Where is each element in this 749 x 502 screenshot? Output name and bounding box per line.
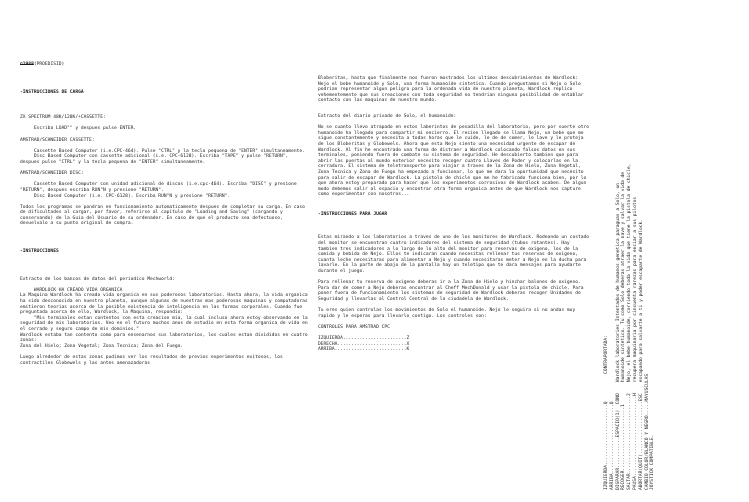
comer-text: Para dar de comer a Nejo deberas encontrar al Cheff MechDonald y usar la pistola de chicle. Para poner fuera de funcionamiento los sistemas de seguridad de Wardlock deberas recoger Unidades de Seguridad y llevarlas al Control Central de la ciudadela de Wardlock. — [318, 285, 587, 302]
rotated-line-5: SALTAR............................2 Nejo, el bebe humanoide, corriendo toda la vida que tiene la pistola de chicle, — [627, 163, 633, 490]
zonas-list: Zona del Hielo; Zona Vegetal; Zona Tecnica; Zona del Fuego. — [20, 343, 184, 349]
cont-text: Bloberitas, hasta que finalmente nos fueron mostrados los ultimos descubrimientos de Wardlock: Nejo el bebe humanoide y Solo, una forma humanoide sintetica. Cuando preguntamos si Nejo o Solo podrian representar algun peligro para la ordenada vida de nuestro planeta, Wardlock replico vehementemente que sus creaciones con toda seguridad no tendrian ninguna posibilidad de entablar contacto con las maquinas de nuestro mundo. — [318, 76, 587, 104]
disc-heading: AMSTRAD/SCHNEIDER DISC: — [20, 171, 84, 177]
control-derecha: DERECHA.........................X — [318, 341, 410, 347]
amstrad-text-1: Cassette Based Computer (i.e.CPC-464). Pulse "CTRL" y la tecla pequena de "ENTER" simultaneamente. — [20, 148, 305, 154]
heading-carga: -INSTRUCCIONES DE CARGA — [20, 89, 84, 95]
extracto-text: Extracto de los bancos de datos del periodico Mechworld: — [20, 276, 175, 282]
quote-text: "Mis terminales estan contentos con esta creacion mia, la cual incluso ahora estoy observando en la seguridad de mis laboratorios. Veo en el futuro muchos anos de estudio en esta forma organica de vida en el cerrado y seguro campo de mis dominios." — [20, 315, 311, 332]
heading-instrucciones: -INSTRUCCIONES — [20, 249, 59, 255]
diario-text: No se cuanto llevo atrapado en estos laberintos de pesadilla del laboratorio, pero por suerte otro humanoide ha llegado para compartir mi encierro. El recien llegado se llama Nejo, un bebe que me sigue constantemente y necesita a todas horas que le cuide, le de de comer, le lave y le proteja de los Bloberitas y Globewels. Ahora que esta Nejo siento una necesidad urgente de escapar de Wardlock. Al fin he encontrado una forma de distraer a Wardlock colocando falsos datos en sus terminales, poniendo fuera de combate su sistema de seguridad. He descubierto tambien que para abrir las puertas al mundo exterior necesito recoger cuatro Llaves de Poder y colocarlas en la cerradura. El sistema de teletransporte para viajar a traves de la Zona de Hielo, Zona Vegetal, Zona Tecnica y Zona de Fuego ha empezado a funcionar, lo que me dara la oportunidad que necesito para salir de escapar de Wardlock. La pistola de chicle que me he fabricado funciona bien, por lo que ahora estoy preparado para hacer que los experimentos corrosivos de Wardlock acaben. De algun modo debemos salir al espacio y encontrar otra forma organica antes de que Wardlock nos capture como experimentar con nosotros... — [318, 125, 592, 198]
heading-jugar: -INSTRUCCIONES PARA JUGAR — [318, 211, 388, 217]
disc-text-2: Disc Based Computer (i.e. CPC-6128). Escriba RUN"N y presione "RETURN". — [20, 193, 231, 199]
diario-heading: Extracto del diario privado de Solo, el humanoide: — [318, 113, 457, 119]
rellenar-text: Para rellenar tu reserva de oxigeno deberas ir a la Zona de Hielo y hinchar balones de oxigeno. — [318, 280, 581, 286]
rotated-line-6: PAUSA.............................H recupera maquinaria por cincuenta rarezas para enciar a sus pilotos — [632, 196, 638, 490]
rotated-line-1: IZQUIERDA......................Q CONTRAPORTADA: — [604, 335, 609, 490]
rotated-line-7: ABORTAR(QUIT)...................ESC escapando para salvarte a ti y poder escaparte de Wardlock. — [638, 218, 644, 490]
rotated-line-4: RECOGER.......................1 humanoide sintetico. Tu como Solo deberas atraer la nave y salvar la vida de — [621, 171, 627, 490]
control-arriba: ARRIBA..........................K — [318, 347, 410, 353]
wardlock-heading: WARDLOCK HA CREADO VIDA ORGANICA — [20, 287, 123, 293]
spectrum-text: Escriba LOAD"" y despues pulse ENTER. — [20, 126, 137, 132]
jugar-text: Estas mirando a los laboratorios a traves de uno de los monitores de Wardlock. Rodeando un costado del monitor se encuentran cuatro indicadores del sistema de seguridad (tubos rotantes). Hay tambien tres indicadores a lo largo de lo alto del monitor para reservas de oxigeno, los de la comida y bebida de Nejo. Ellos te indicaran cuando necesitas rellenar tus reservas de oxigeno, cuanta leche necesitaras para alimentar a Nejo y cuando necesitaras meter a Nejo en la ducha para lavarle. En la parte de abajo de la pantalla hay un teletipo que te dara mensajes para ayudarte durante el juego. — [318, 235, 592, 275]
amstrad-text-2: Disc Based Computer con cassette adicional (i.e. CPC-6128). Escriba "TAPE" y pulse "RETURN", despues pulse "CTRL" y la tecla pequena de "ENTER" simultaneamente. — [20, 154, 292, 165]
rotated-line-2: ARRIBA.........................Q — [609, 401, 615, 490]
amstrad-heading: AMSTRAD/SCHNEIDER CASSETTE: — [20, 137, 95, 143]
tras-text: Luego alrededor de estas zonas pudimos ver los resultados de previos experimentos exitosos, los contractiles Globewels y las antes amenazadoras — [20, 354, 286, 366]
todos-text: Todos los programas se pondran en funcionamiento automaticamente despues de completar su carga. En caso de dificultades al cargar, por favor, referirse al capitulo de "Loading and Saving" (cargando y conservando) de la Guia del Usuario de su ordenador. En caso de que el producto sea defectuoso, devuelvalo a su punto original de compra. — [20, 204, 308, 227]
spectrum-heading: ZX SPECTRUM 48K/128K/+CASSETTE: — [20, 115, 106, 121]
middle-column — [318, 0, 590, 353]
controlas-text: Tu eres quien controlas los movimientos de Solo el humanoide. Nejo le seguira si no andas muy rapido y le esperas para llevarlo contigo. Los controles son: — [318, 308, 578, 319]
controles-heading: CONTROLES PARA AMSTRAD CPC — [318, 324, 390, 330]
rotated-column — [604, 150, 744, 490]
title-rest: (PROEDISID) — [33, 62, 65, 67]
rotated-line-8: CAMBIO COLOR/BLANCO Y NEGRO.....MAYUSCULAS — [644, 373, 650, 490]
zonas-text: Wardlock estaba tan contento como para ensenarnos sus laboratorios, los cuales estan divididos en cuatro zonas: — [20, 332, 311, 344]
left-column — [20, 0, 311, 366]
disc-text-1: Cassette Based Computer con unidad adicional de discos (i.e.cpc-464). Escriba "DISC" y presione "RETURN", despues escriba RUN"N y presione "RETURN". — [20, 182, 300, 193]
wardlock-text: La Maquina Wardlock ha creado vida organica en sus poderosos laboratorios. Hasta ahora, la vida organica ha sido desconocida en nuestro planeta, aunque algunas de nuestras mas poderosas maquinas y computadoras emitieron teorias acerca de la posible existencia de inteligencia en las formas corporales. Cuando fue preguntada acerca de ello, Wardlock, la Maquina, respondio: — [20, 293, 311, 316]
control-izquierda: IZQUIERDA.......................Z — [318, 336, 410, 342]
rotated-line-3: DISPARAR...........ESPACIO(1) CONO Wardlock laboratories Intentados de humanos genetica paraguas a Solo, un — [615, 183, 621, 490]
title-mark: ©1988 — [20, 62, 34, 67]
rotated-line-10: JOYSTICK COMPATIBLE. — [650, 434, 656, 490]
